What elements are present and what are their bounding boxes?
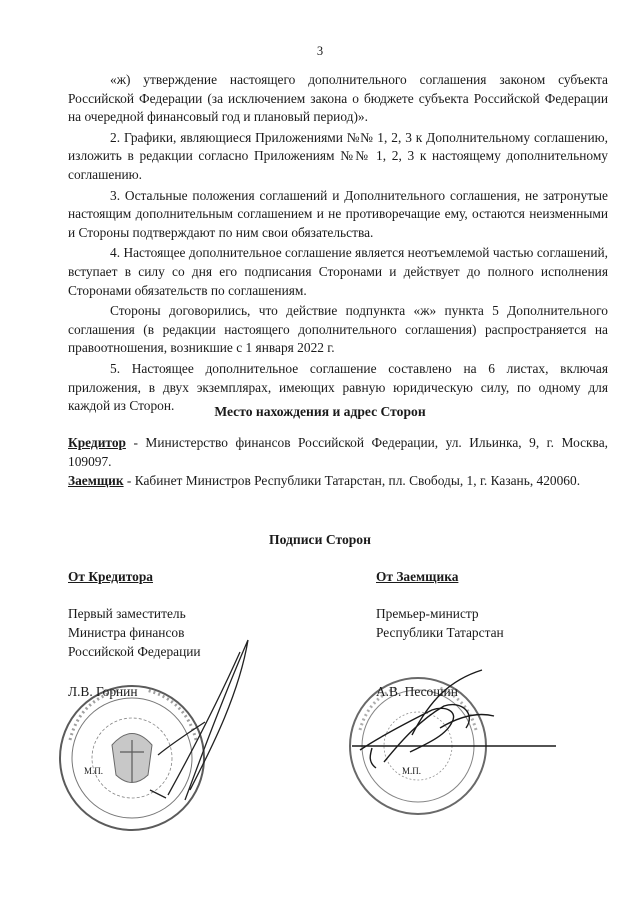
creditor-signature <box>150 640 248 800</box>
paragraph-4-continued: Стороны договорились, что действие подпункта «ж» пункта 5 Дополнительного соглашения (в редакции настоящего дополнительного соглашения) распространяется на правоотношения, возникшие с 1 января 2022 г. <box>68 303 608 356</box>
borrower-signature-block <box>376 567 606 642</box>
creditor-signature-block <box>68 567 298 661</box>
creditor-address <box>68 433 608 471</box>
paragraph-3: 3. Остальные положения соглашений и Дополнительного соглашения, не затронутые настоящим дополнительным соглашением и не противоречащие ему, остаются неизменными и Стороны подтверждают по ним свои обязательства. <box>68 187 608 240</box>
creditor-position-line1: Первый заместитель <box>68 606 186 621</box>
paragraph-2: 2. Графики, являющиеся Приложениями №№ 1, 2, 3 к Дополнительному соглашению, изложить в редакции согласно Приложениям №№ 1, 2, 3 к настоящему дополнительному соглашению. <box>68 129 608 182</box>
creditor-address-text: - Министерство финансов Российской Федерации, ул. Ильинка, 9, г. Москва, 109097. <box>68 435 608 469</box>
from-borrower-header: От Заемщика <box>376 569 459 584</box>
paragraph-4: 4. Настоящее дополнительное соглашение является неотъемлемой частью соглашений, вступает в силу со дня его подписания Сторонами и действует до полного исполнения Сторонами обязательств по соглашениям. <box>68 245 608 298</box>
paragraph-subclause-zh: «ж) утверждение настоящего дополнительного соглашения законом субъекта Российской Федерации (за исключением закона о бюджете субъекта Российской Федерации на очередной финансовый год и плановый период)». <box>68 72 608 125</box>
signatures-heading: Подписи Сторон <box>269 532 371 547</box>
borrower-position-line2: Республики Татарстан <box>376 625 504 640</box>
page-number: 3 <box>316 44 324 58</box>
creditor-signatory-name: Л.В. Горнин <box>68 684 138 699</box>
from-creditor-header: От Кредитора <box>68 569 153 584</box>
borrower-address <box>68 471 608 490</box>
borrower-address-text: - Кабинет Министров Республики Татарстан, пл. Свободы, 1, г. Казань, 420060. <box>123 473 581 488</box>
creditor-seal-mark: М.П. <box>84 766 104 776</box>
creditor-seal <box>60 686 204 830</box>
creditor-position-line3: Российской Федерации <box>68 644 201 659</box>
borrower-position-line1: Премьер-министр <box>376 606 479 621</box>
addresses-heading: Место нахождения и адрес Сторон <box>214 404 426 419</box>
paragraph-5: 5. Настоящее дополнительное соглашение составлено на 6 листах, включая приложения, в двух экземплярах, имеющих равную юридическую силу, по одному для каждой из Сторон. <box>68 360 608 414</box>
addresses-block <box>68 433 608 490</box>
borrower-signatory-name: А.В. Песошин <box>376 684 458 699</box>
borrower-label: Заемщик <box>68 473 124 488</box>
creditor-position-line2: Министра финансов <box>68 625 185 640</box>
agreement-body <box>68 71 608 418</box>
creditor-label: Кредитор <box>68 435 126 450</box>
borrower-seal-mark: М.П. <box>402 766 422 776</box>
